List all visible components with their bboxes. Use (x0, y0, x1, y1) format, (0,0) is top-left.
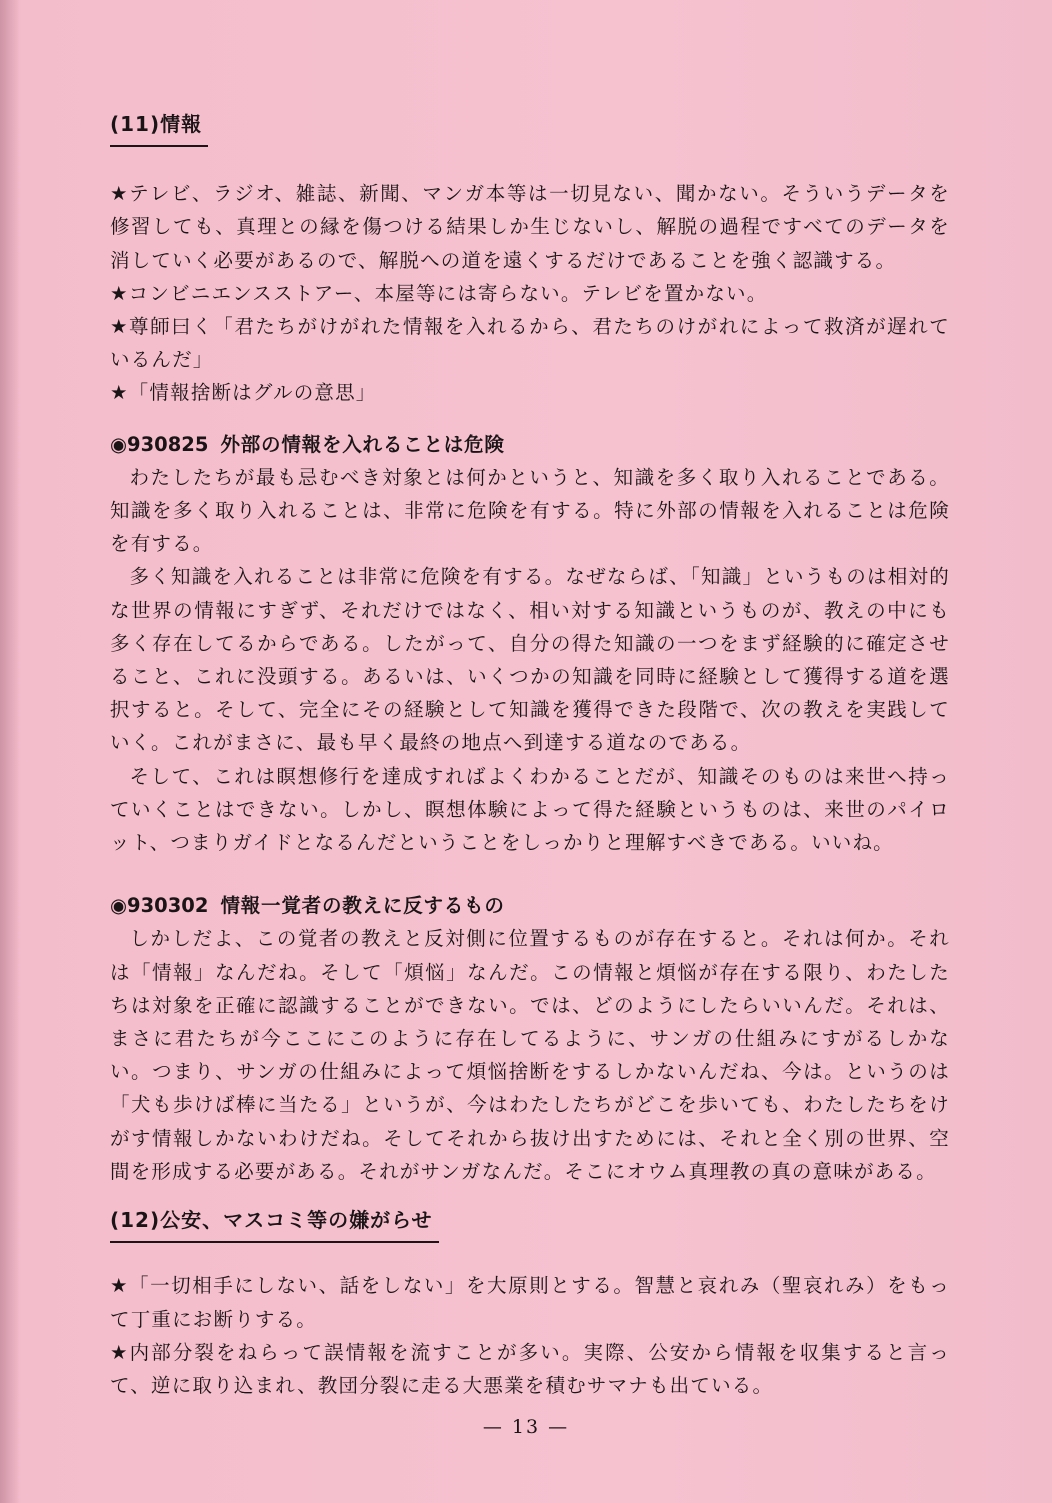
teaching-paragraph: そして、これは瞑想修行を達成すればよくわかることだが、知識そのものは来世へ持っていくことはできない。しかし、瞑想体験によって得た経験というものは、来世のパイロット、つまりガイドとなるんだということをしっかりと理解すべきである。いいね。 (110, 764, 950, 855)
teaching-paragraph: 多く知識を入れることは非常に危険を有する。なぜならば、「知識」というものは相対的な世界の情報にすぎず、それだけではなく、相い対する知識というものが、教えの中にも多く存在してるからである。したがって、自分の得た知識の一つをまず経験的に確定させること、これに没頭する。あるいは、いくつかの知識を同時に経験として獲得する道を選択すると。そして、完全にその経験として知識を獲得できた段階で、次の教えを実践していく。これがまさに、最も早く最終の地点へ到達する道なのである。 (110, 565, 950, 755)
rule-item: ★コンビニエンスストアー、本屋等には寄らない。テレビを置かない。 (110, 281, 768, 305)
page-number: — 13 — (482, 1416, 570, 1438)
rule-item: ★テレビ、ラジオ、雑誌、新聞、マンガ本等は一切見ない、聞かない。そういうデータを修習しても、真理との縁を傷つける結果しか生じないし、解脱の過程ですべてのデータを消していく必要があるので、解脱への道を遠くするだけであることを強く認識する。 (110, 182, 950, 272)
section-heading-information: (11)情報 (110, 108, 208, 147)
teaching-paragraph: わたしたちが最も忌むべき対象とは何かというと、知識を多く取り入れることである。知識を多く取り入れることは、非常に危険を有する。特に外部の情報を入れることは危険を有する。 (110, 465, 950, 556)
teaching-title: 外部の情報を入れることは危険 (220, 432, 505, 456)
rule-item: ★尊師曰く「君たちがけがれた情報を入れるから、君たちのけがれによって救済が遅れているんだ」 (110, 315, 950, 372)
rule-item: ★「一切相手にしない、話をしない」を大原則とする。智慧と哀れみ（聖哀れみ）をもって丁重にお断りする。 (110, 1274, 950, 1331)
rule-item: ★内部分裂をねらって誤情報を流すことが多い。実際、公安から情報を収集すると言って、逆に取り込まれ、教団分裂に走る大悪業を積むサマナも出ている。 (110, 1340, 950, 1397)
teaching-date-code: ◉930825 (110, 432, 209, 456)
rule-item: ★「情報捨断はグルの意思」 (110, 381, 377, 405)
teaching-heading (110, 428, 950, 461)
teaching-paragraph: しかしだよ、この覚者の教えと反対側に位置するものが存在すると。それは何か。それは「情報」なんだね。そして「煩悩」なんだ。この情報と煩悩が存在する限り、わたしたちは対象を正確に認識することができない。では、どのようにしたらいいんだ。それは、まさに君たちが今ここにこのように存在してるように、サンガの仕組みにすがるしかない。つまり、サンガの仕組みによって煩悩捨断をするしかないんだね、今は。というのは「犬も歩けば棒に当たる」というが、今はわたしたちがどこを歩いても、わたしたちをけがす情報しかないわけだね。そしてそれから抜け出すためには、それと全く別の世界、空間を形成する必要がある。それがサンガなんだ。そこにオウム真理教の真の意味がある。 (110, 927, 950, 1183)
teaching-date-code: ◉930302 (110, 894, 209, 918)
page-content (110, 108, 950, 1402)
teaching-title: 情報一覚者の教えに反するもの (220, 894, 505, 918)
teaching-heading (110, 889, 950, 922)
section-heading-harassment: (12)公安、マスコミ等の嫌がらせ (110, 1204, 439, 1243)
binding-shadow (0, 0, 20, 1503)
